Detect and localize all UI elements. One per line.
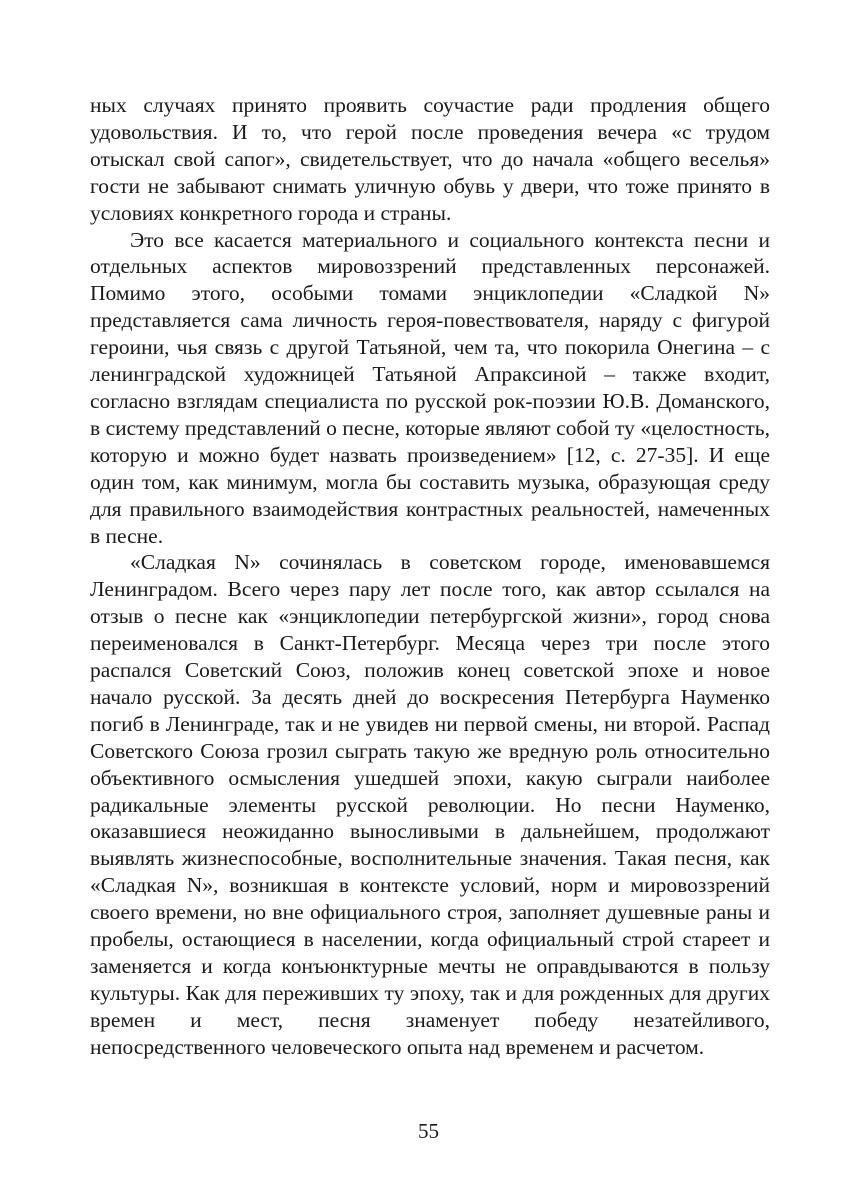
paragraph-continuation: ных случаях принято проявить соучастие ради продления общего удовольствия. И то, что герой после проведения вечера «с трудом отыскал свой сапог», свидетельствует, что до начала «общего веселья» гости не забывают снимать уличную обувь у двери, что тоже принято в условиях конкретного города и страны. — [90, 93, 770, 225]
page-number: 55 — [418, 1119, 439, 1143]
body-text — [90, 92, 770, 1061]
paragraph-leningrad-history: «Сладкая N» сочинялась в советском городе, именовавшемся Ленинградом. Всего через пару лет после того, как автор ссылался на отзыв о песне как «энциклопедии петербургской жизни», город снова переименовался в Санкт-Петербург. Месяца через три после этого распался Советский Союз, положив конец советской эпохе и новое начало русской. За десять дней до воскресения Петербурга Науменко погиб в Ленинграде, так и не увидев ни первой смены, ни второй. Распад Советского Союза грозил сыграть такую же вредную роль относительно объективного осмысления ушедшей эпохи, какую сыграли наиболее радикальные элементы русской революции. Но песни Науменко, оказавшиеся неожиданно выносливыми в дальнейшем, продолжают выявлять жизнеспособные, восполнительные значения. Такая песня, как «Сладкая N», возникшая в контексте условий, норм и мировоззрений своего времени, но вне официального строя, заполняет душевные раны и пробелы, остающиеся в населении, когда официальный строй стареет и заменяется и когда конъюнктурные мечты не оправдываются в пользу культуры. Как для переживших ту эпоху, так и для рожденных для других времен и мест, песня знаменует победу незатейливого, непосредственного человеческого опыта над временем и расчетом. — [90, 550, 770, 1059]
paragraph-encyclopedia-volumes: Это все касается материального и социального контекста песни и отдельных аспектов мировоззрений представленных персонажей. Помимо этого, особыми томами энциклопедии «Сладкой N» представляется сама личность героя-повествователя, наряду с фигурой героини, чья связь с другой Татьяной, чем та, что покорила Онегина – с ленинградской художницей Татьяной Апраксиной – также входит, согласно взглядам специалиста по русской рок-поэзии Ю.В. Доманского, в систему представлений о песне, которые являют собой ту «целостность, которую и можно будет назвать произведением» [12, с. 27-35]. И еще один том, как минимум, могла бы составить музыка, образующая среду для правильного взаимодействия контрастных реальностей, намеченных в песне. — [90, 227, 770, 548]
